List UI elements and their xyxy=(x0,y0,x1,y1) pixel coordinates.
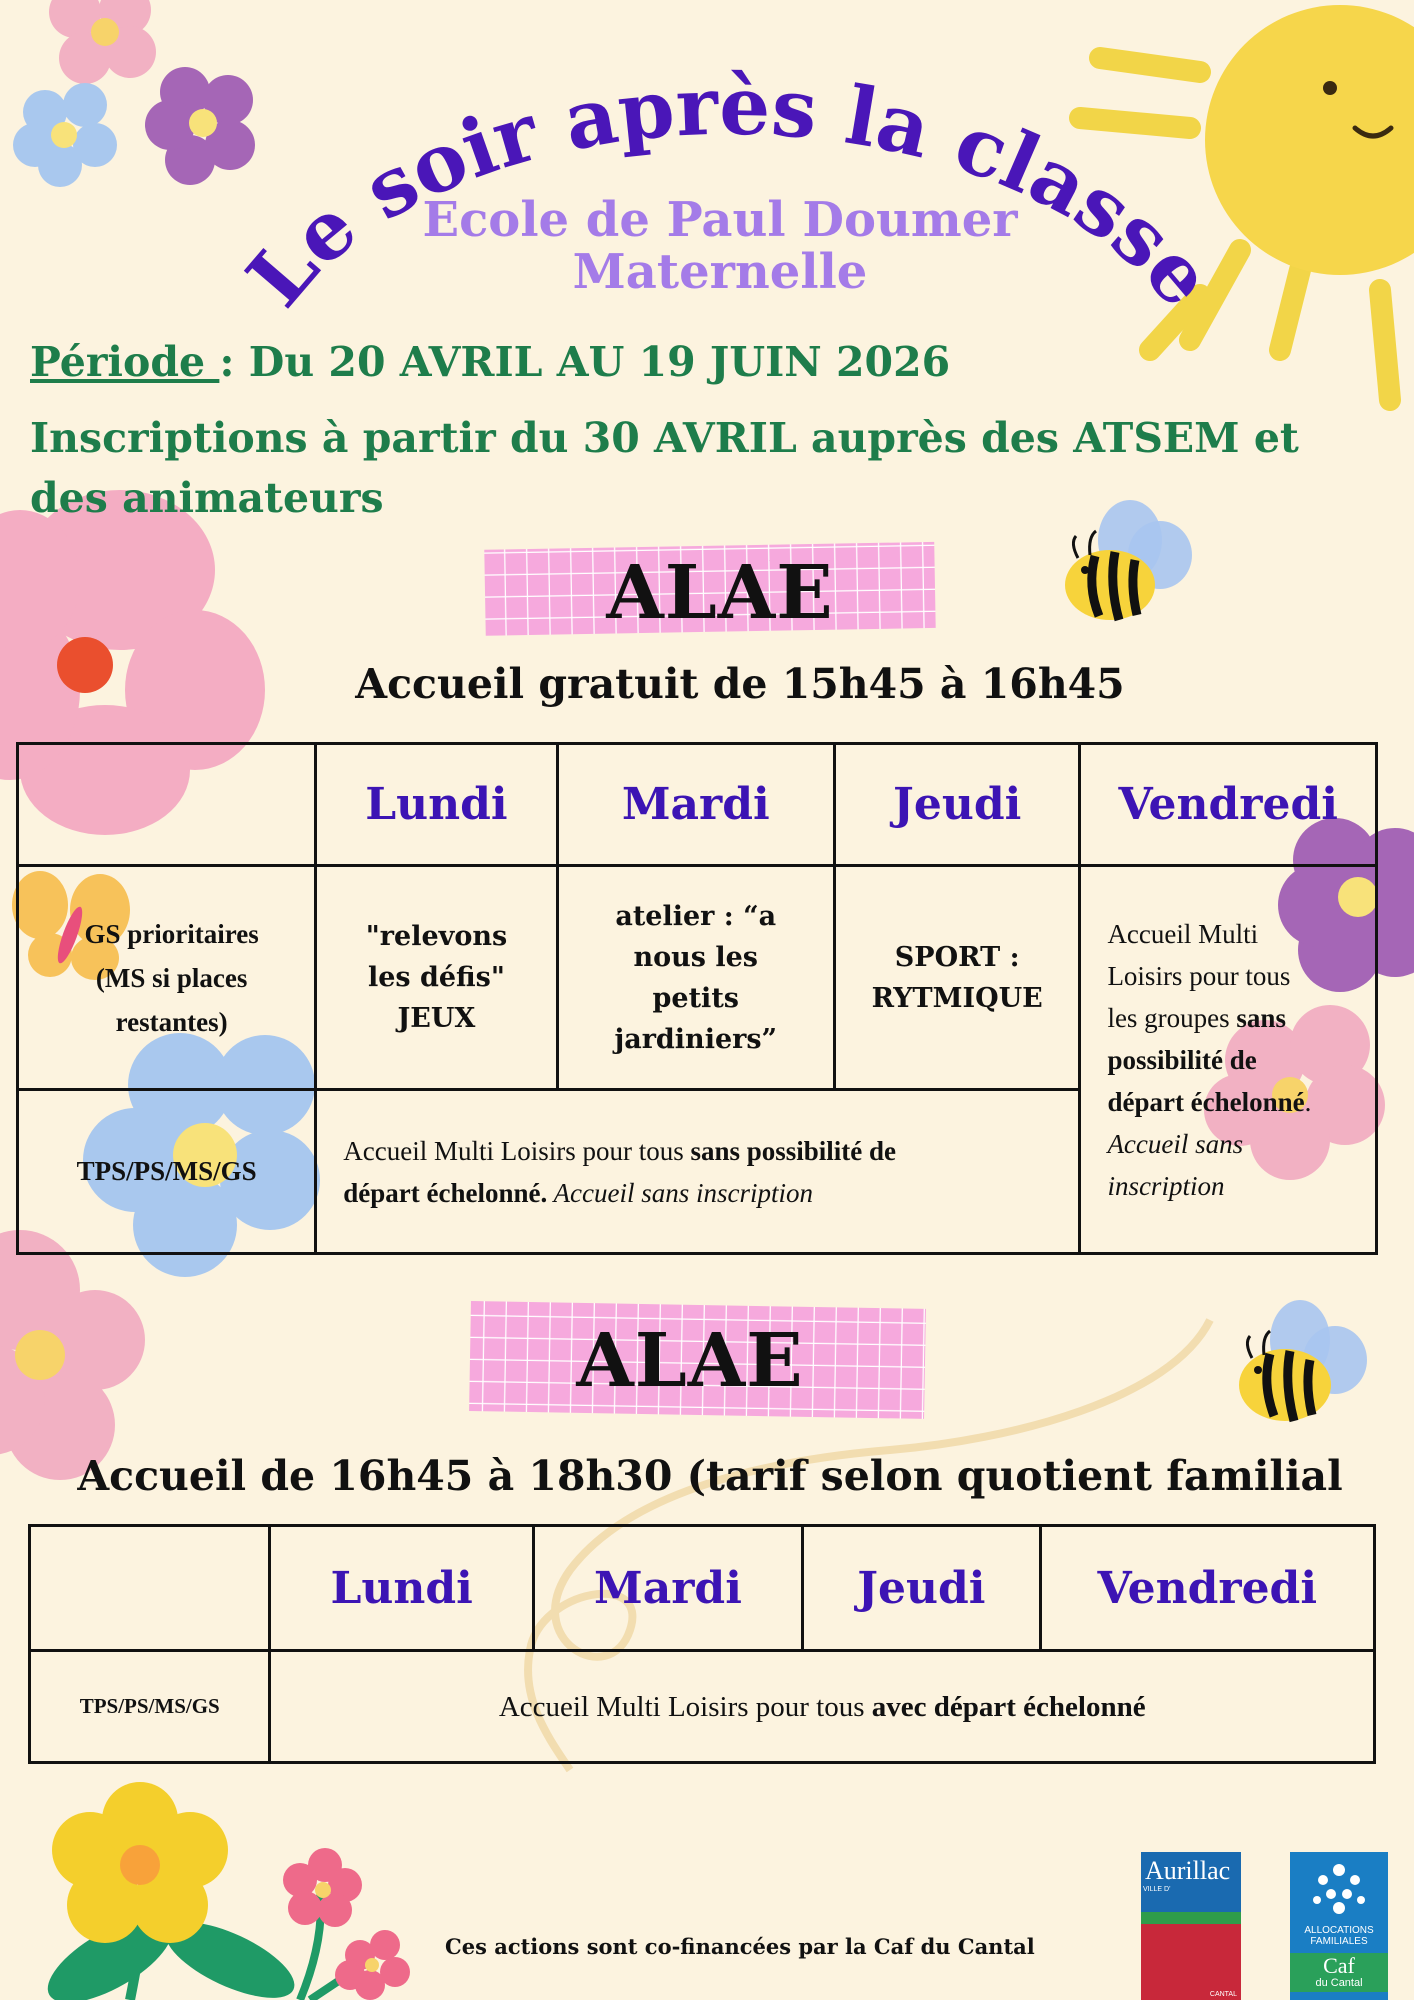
text-span: les groupes xyxy=(1107,1002,1237,1033)
aurillac-logo-text: Aurillac xyxy=(1145,1856,1231,1885)
activity-line: SPORT : xyxy=(894,941,1020,973)
aurillac-logo-small: VILLE D' xyxy=(1143,1886,1171,1893)
table-corner-cell xyxy=(18,744,316,866)
row-label-tps: TPS/PS/MS/GS xyxy=(18,1090,316,1254)
row-label-tps: TPS/PS/MS/GS xyxy=(30,1651,270,1763)
table-row xyxy=(30,1526,1375,1651)
aurillac-logo-bottom: CANTAL xyxy=(1209,1991,1237,1998)
caf-logo-sub: du Cantal xyxy=(1315,1977,1363,1989)
text-span: sans xyxy=(1236,1002,1286,1033)
period-separator: : xyxy=(219,338,235,386)
section1-title: ALAE xyxy=(606,550,834,636)
activity-mardi xyxy=(557,866,834,1090)
text-span: sans possibilité de xyxy=(690,1135,897,1166)
registration-line: des animateurs xyxy=(30,474,384,522)
flower-icon xyxy=(13,83,117,187)
activity-multi-loisirs xyxy=(316,1090,1080,1254)
activity-line: Accueil sans xyxy=(1107,1128,1244,1159)
activity-line: jardiniers” xyxy=(614,1023,778,1055)
table-row xyxy=(18,744,1377,866)
section2-title: ALAE xyxy=(576,1318,804,1404)
row-label-line: GS prioritaires xyxy=(84,918,259,949)
flower-icon xyxy=(0,1230,145,1480)
day-header-vendredi: Vendredi xyxy=(1040,1526,1374,1651)
section2-heading: Accueil de 16h45 à 18h30 (tarif selon quotient familial xyxy=(77,1452,1343,1500)
caf-logo-line: FAMILIALES xyxy=(1310,1936,1368,1947)
flower-icon xyxy=(283,1848,410,2000)
activity-line: inscription xyxy=(1107,1170,1225,1201)
school-level: Maternelle xyxy=(572,244,868,300)
day-header-jeudi: Jeudi xyxy=(803,1526,1040,1651)
activity-line xyxy=(1107,1081,1375,1123)
poster-title: Le soir après la classe xyxy=(228,58,1232,325)
text-span: départ échelonné. xyxy=(343,1177,548,1208)
day-header-lundi: Lundi xyxy=(316,744,557,866)
day-header-mardi: Mardi xyxy=(557,744,834,866)
activity-line: Loisirs pour tous xyxy=(1107,960,1291,991)
text-span: avec départ échelonné xyxy=(871,1690,1146,1723)
activity-line: "relevons xyxy=(365,921,508,952)
aurillac-logo xyxy=(1141,1852,1241,2000)
caf-logo xyxy=(1290,1852,1388,2000)
day-header-vendredi: Vendredi xyxy=(1080,744,1377,866)
activity-line: JEUX xyxy=(397,1003,476,1034)
activity-vendredi xyxy=(1080,866,1377,1254)
caf-logo-line: ALLOCATIONS xyxy=(1304,1925,1374,1936)
text-span: . xyxy=(1304,1086,1312,1117)
text-span: Accueil Multi Loisirs pour tous xyxy=(498,1690,872,1723)
caf-emblem-icon xyxy=(1309,1860,1369,1920)
activity-line: atelier : “a xyxy=(615,900,777,932)
activity-line xyxy=(1107,1039,1375,1081)
activity-multi-loisirs xyxy=(270,1651,1375,1763)
activity-lundi xyxy=(316,866,557,1090)
bee-icon xyxy=(1239,1300,1367,1421)
row-label-line: (MS si places xyxy=(95,962,248,993)
activity-line xyxy=(1107,997,1375,1039)
caf-logo-name: Caf xyxy=(1323,1953,1355,1978)
text-span: Accueil Multi Loisirs pour tous xyxy=(343,1135,691,1166)
activity-line: petits xyxy=(652,982,739,1014)
flower-icon xyxy=(49,0,156,84)
section1-schedule-table xyxy=(16,742,1378,1255)
activity-line: les défis" xyxy=(367,962,505,993)
flower-icon xyxy=(35,1782,304,2000)
day-header-jeudi: Jeudi xyxy=(834,744,1080,866)
activity-line: Accueil Multi xyxy=(1107,918,1259,949)
period-label: Période xyxy=(30,338,220,386)
section1-heading: Accueil gratuit de 15h45 à 16h45 xyxy=(355,660,1125,708)
period-line xyxy=(30,338,950,386)
registration-text xyxy=(30,408,1299,528)
day-header-lundi: Lundi xyxy=(270,1526,533,1651)
activity-line: RYTMIQUE xyxy=(871,982,1043,1014)
section2-schedule-table xyxy=(28,1524,1376,1764)
activity-line: nous les xyxy=(633,941,759,973)
registration-line: Inscriptions à partir du 30 AVRIL auprès des ATSEM et xyxy=(30,414,1299,462)
activity-jeudi xyxy=(834,866,1080,1090)
period-value: Du 20 AVRIL AU 19 JUIN 2026 xyxy=(248,338,951,386)
flower-icon xyxy=(145,67,255,185)
footer-text: Ces actions sont co-financées par la Caf du Cantal xyxy=(445,1934,1035,1959)
table-row xyxy=(30,1651,1375,1763)
text-span: départ échelonné xyxy=(1107,1086,1305,1117)
table-corner-cell xyxy=(30,1526,270,1651)
row-label-line: restantes) xyxy=(115,1006,228,1037)
text-span: possibilité de xyxy=(1107,1044,1257,1075)
row-label-gs xyxy=(18,866,316,1090)
day-header-mardi: Mardi xyxy=(533,1526,802,1651)
text-span: Accueil sans inscription xyxy=(547,1177,813,1208)
table-row xyxy=(18,866,1377,1090)
school-name: Ecole de Paul Doumer xyxy=(422,192,1018,248)
